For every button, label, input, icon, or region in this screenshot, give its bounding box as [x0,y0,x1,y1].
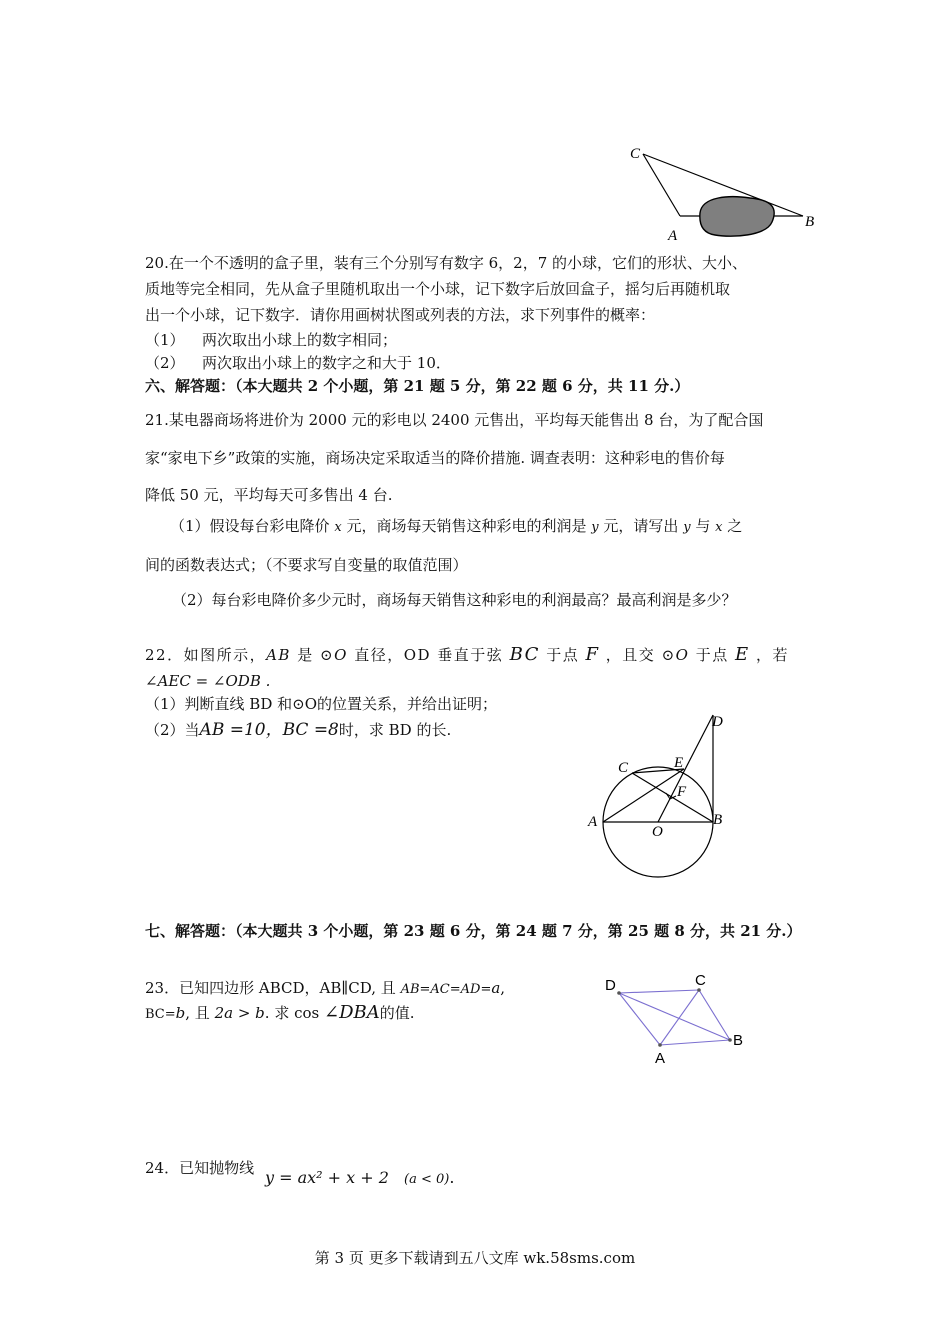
q22-part-2 [145,720,451,740]
fig23-label-b: B [733,1032,744,1049]
q24-equation [265,1168,454,1190]
q20-part-1-number: （1） [145,331,185,349]
fig22-label-d: D [712,714,723,730]
fig20-label-a: A [668,228,678,244]
q20-part-2: 两次取出小球上的数字之和大于 10． [202,354,451,372]
q23-line-1-c: , [500,979,506,997]
q22-e: E [735,644,750,665]
fig22-label-a: A [588,814,598,830]
q23-var-b: b [175,1004,186,1022]
q21-part-2: （2）每台彩电降价多少元时，商场每天销售这种彩电的利润最高？最高利润是多少？ [172,591,737,609]
q24-end: . [449,1168,455,1187]
q21-line-1: 21.某电器商场将进价为 2000 元的彩电以 2400 元售出，平均每天能售出 8 台，为了配合国 [145,411,764,429]
q23-line-1-a: 23．已知四边形 ABCD，AB∥CD, 且 [145,979,396,997]
q21-part-1-e: 之 [727,517,743,535]
q21-var-y: y [591,520,599,535]
q20-line-3: 出一个小球，记下数字．请你用画树状图或列表的方法，求下列事件的概率： [145,306,656,324]
page-footer: 第 3 页 更多下载请到五八文库 wk.58sms.com [314,1249,636,1267]
q22-f: F [585,644,600,665]
q23-var-a: a [491,979,501,997]
q23-angle: ∠DBA [324,1002,380,1023]
q20-part-1: 两次取出小球上的数字相同； [202,331,398,349]
q23-line-1 [145,978,505,1000]
q21-part-1-a: （1）假设每台彩电降价 [170,517,330,535]
q21-line-3: 降低 50 元，平均每天可多售出 4 台. [145,486,393,504]
q23-line-2-d: 的值. [379,1004,415,1022]
q21-part-1-d: 与 [695,517,711,535]
q22-line-1-b: 是 [297,646,314,664]
fig23-point-a [658,1043,662,1047]
q21-line-2: 家“家电下乡”政策的实施，商场决定采取适当的降价措施. 调查表明：这种彩电的售价每 [145,449,725,467]
fig23-diag-db [619,993,730,1040]
q20-line-1: 20.在一个不透明的盒子里，装有三个分别写有数字 6，2，7 的小球，它们的形状、大小、 [145,254,748,272]
figure-22 [580,710,740,880]
q21-part-1-c: 元，请写出 [603,517,679,535]
fig20-line-ca [643,154,680,216]
fig23-diag-ac [660,990,699,1045]
q22-part-1: （1）判断直线 BD 和⊙O的位置关系，并给出证明； [145,695,497,713]
q23-line-2-b: , 且 [185,1004,210,1022]
fig23-side-ba [660,1040,730,1045]
q23-inequality: 2a > b [214,1004,265,1022]
q24-line-1 [145,1158,254,1178]
fig23-label-c: C [695,972,706,989]
fig23-point-d [617,991,621,995]
q22-circle-o: ⊙O [320,646,348,664]
fig23-side-ad [619,993,660,1045]
section-6-heading: 六、解答题：（本大题共 2 个小题，第 21 题 5 分，第 22 题 6 分，共 11 分.） [145,377,690,395]
section-7-heading: 七、解答题：（本大题共 3 个小题，第 23 题 6 分，第 24 题 7 分，第 25 题 8 分，共 21 分.） [145,922,802,940]
q23-line-2-c: . 求 cos [264,1004,320,1022]
q21-part-1 [170,516,742,538]
q21-part-1-b: 元，商场每天销售这种彩电的利润是 [346,517,587,535]
q23-line-2-a: BC= [145,1007,176,1022]
q22-part-2-c: 时，求 BD 的长. [338,721,452,739]
q22-line-2: ∠AEC = ∠ODB . [145,672,271,690]
fig22-label-f: F [677,784,687,800]
q21-var-x: x [334,520,342,535]
q22-line-1-d: 于点 [546,646,580,664]
fig23-side-dc [619,990,699,993]
fig23-point-b [728,1038,732,1042]
q22-line-1-e: ，且交 [605,646,656,664]
fig23-side-cb [699,990,730,1040]
q21-var-x-2: x [715,520,723,535]
q22-part-2-a: （2）当 [145,721,200,739]
fig22-label-b: B [713,812,723,828]
q22-bc: BC [509,644,540,665]
q20-part-2-number: （2） [145,354,185,372]
q24-line-1-a: 24．已知抛物线 [145,1159,255,1177]
q21-var-y-2: y [683,520,691,535]
fig22-label-o: O [652,824,663,840]
fig22-label-e: E [674,755,684,771]
q22-line-1-f: 于点 [695,646,729,664]
q24-cond: (a < 0) [404,1172,450,1187]
fig22-label-c: C [618,760,629,776]
q23-line-2 [145,1003,415,1025]
q23-line-1-b: AB=AC=AD= [400,982,492,997]
fig20-blob [700,197,774,237]
q22-circle-o-2: ⊙O [661,646,690,664]
q22-ab: AB [266,646,291,664]
figure-23 [595,965,765,1075]
fig20-label-c: C [630,146,641,162]
q22-line-1 [145,645,789,665]
fig20-label-b: B [805,214,815,230]
q22-line-1-a: 22．如图所示， [145,646,267,664]
fig23-label-a: A [655,1050,666,1067]
q24-eq: y = ax² + x + 2 [265,1168,389,1187]
q22-line-1-c: 直径，OD 垂直于弦 [354,646,504,664]
q20-line-2: 质地等完全相同，先从盒子里随机取出一个小球，记下数字后放回盒子，摇匀后再随机取 [145,280,731,298]
fig23-label-d: D [605,977,616,994]
figure-20 [620,140,830,250]
q21-line-5: 间的函数表达式；（不要求写自变量的取值范围） [145,556,468,574]
q22-line-1-g: ，若 [755,646,789,664]
q22-part-2-b: AB =10，BC =8 [199,720,339,740]
